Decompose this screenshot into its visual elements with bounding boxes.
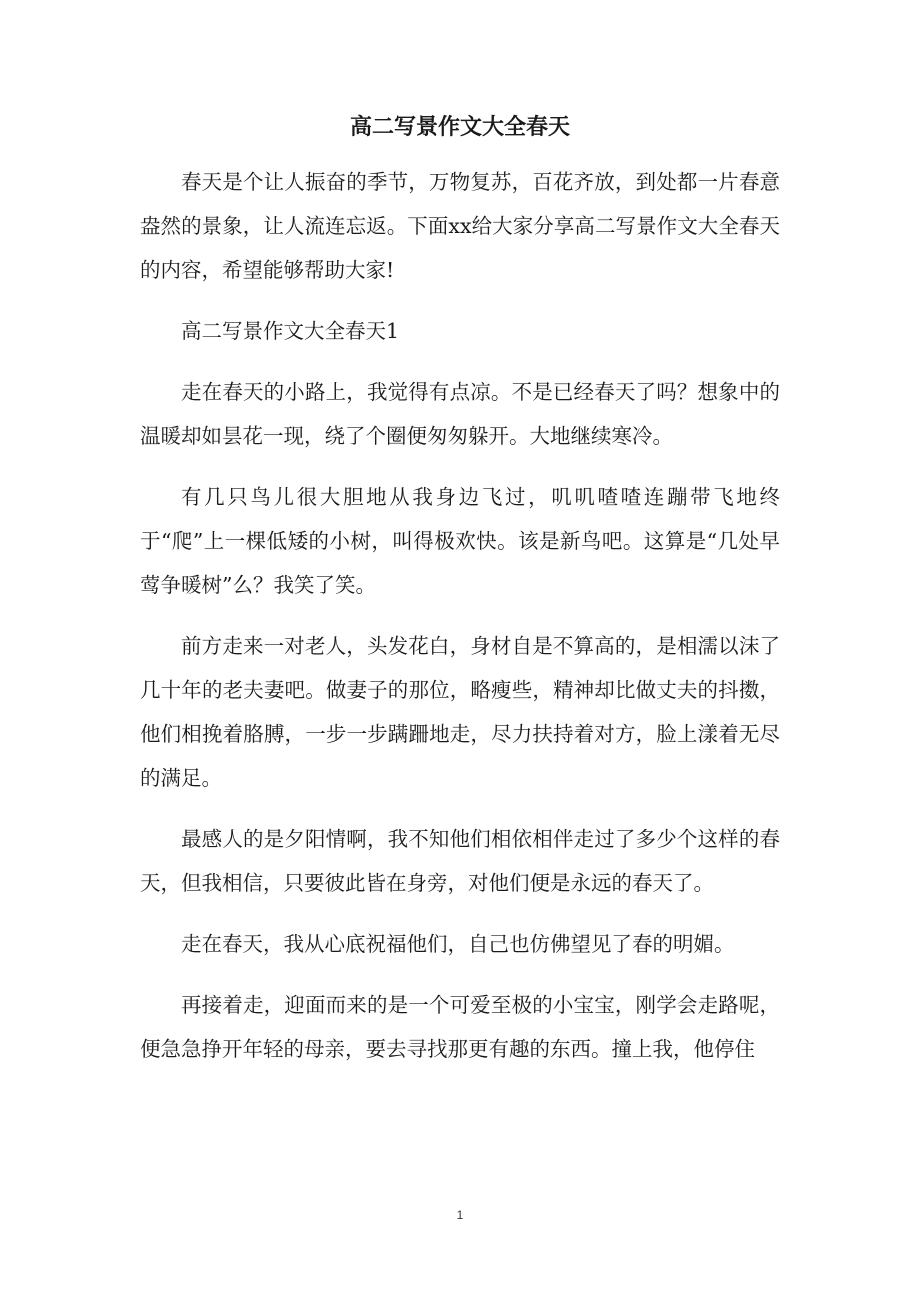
document-title: 高二写景作文大全春天 [349, 114, 570, 140]
body-paragraph: 有几只鸟儿很大胆地从我身边飞过，叽叽喳喳连蹦带飞地终于“爬”上一棵低矮的小树，叫得极欢快。该是新鸟吧。这算是“几处早莺争暖树”么？我笑了笑。 [140, 485, 780, 597]
section-heading: 高二写景作文大全春天1 [181, 319, 400, 343]
body-paragraph: 再接着走，迎面而来的是一个可爱至极的小宝宝，刚学会走路呢，便急急挣开年轻的母亲，要去寻找那更有趣的东西。撞上我，他停住 [140, 993, 780, 1061]
page-number: 1 [456, 1208, 464, 1222]
body-paragraph: 走在春天的小路上，我觉得有点凉。不是已经春天了吗？想象中的温暖却如昙花一现，绕了个圈便匆匆躲开。大地继续寒冷。 [140, 380, 780, 448]
body-paragraph: 前方走来一对老人，头发花白，身材自是不算高的，是相濡以沫了几十年的老夫妻吧。做妻子的那位，略瘦些，精神却比做丈夫的抖擞，他们相挽着胳膊，一步一步蹒跚地走，尽力扶持着对方，脸上漾着无尽的满足。 [140, 634, 780, 790]
intro-paragraph: 春天是个让人振奋的季节，万物复苏，百花齐放，到处都一片春意盎然的景象，让人流连忘返。下面xx给大家分享高二写景作文大全春天的内容，希望能够帮助大家! [140, 170, 780, 282]
body-paragraph: 最感人的是夕阳情啊，我不知他们相依相伴走过了多少个这样的春天，但我相信，只要彼此皆在身旁，对他们便是永远的春天了。 [140, 827, 780, 895]
body-paragraph: 走在春天，我从心底祝福他们，自己也仿佛望见了春的明媚。 [181, 932, 735, 956]
document-body [140, 160, 780, 1088]
